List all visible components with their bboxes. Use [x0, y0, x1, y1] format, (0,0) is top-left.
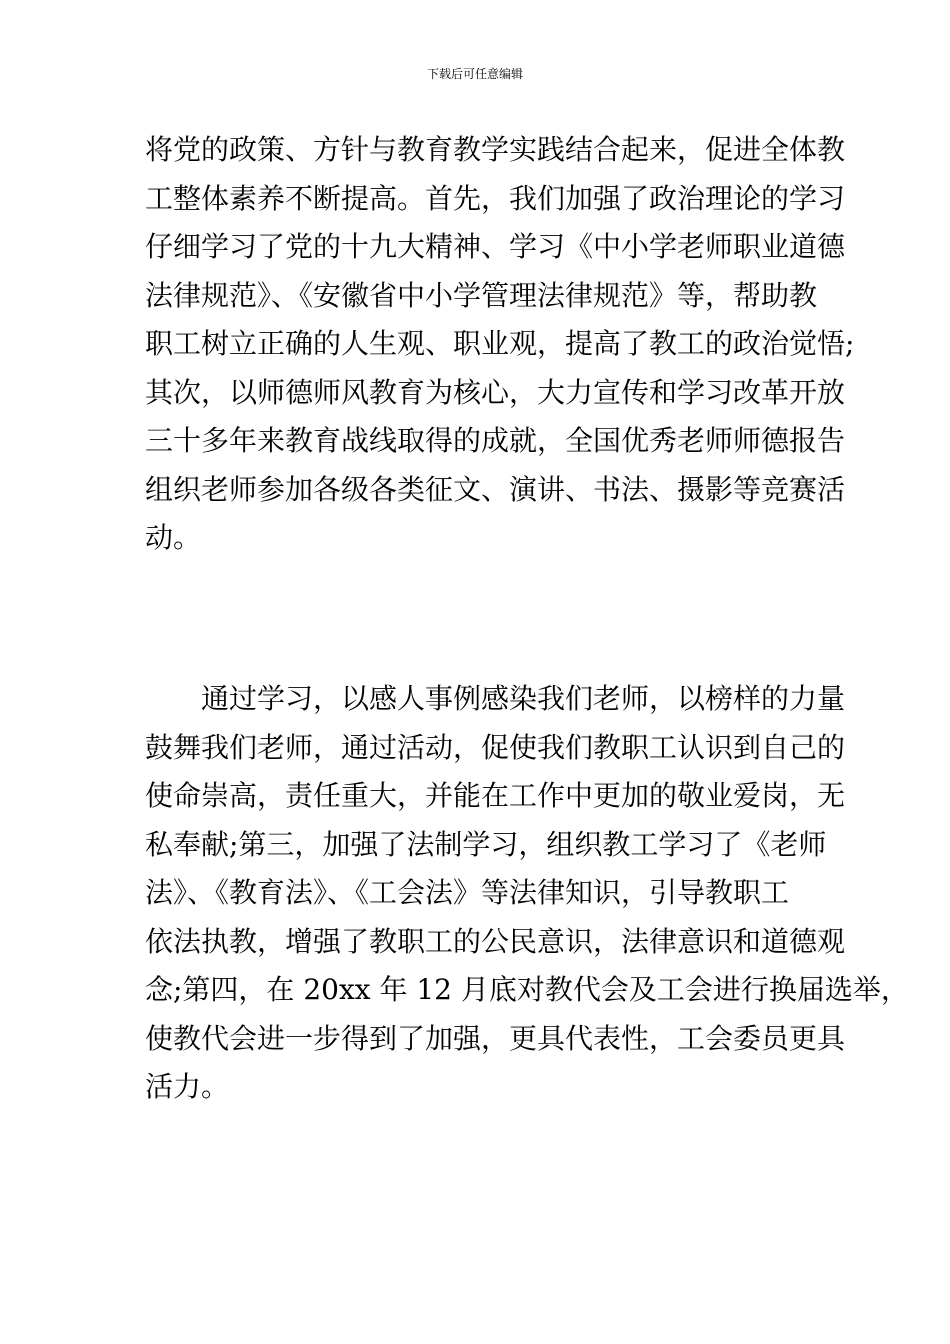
text-line: 活力。 — [145, 1070, 230, 1103]
text-line: 法》、《教育法》、《工会法》等法律知识，引导教职工 — [145, 876, 790, 909]
paragraph-text — [145, 675, 909, 1112]
text-line: 使命崇高，责任重大，并能在工作中更加的敬业爱岗，无 — [145, 779, 846, 812]
text-line: 职工树立正确的人生观、职业观，提高了教工的政治觉悟; — [145, 327, 855, 360]
text-line: 组织老师参加各级各类征文、演讲、书法、摄影等竞赛活 — [145, 472, 846, 506]
text-line: 依法执教，增强了教职工的公民意识，法律意识和道德观 — [145, 924, 846, 958]
text-line: 将党的政策、方针与教育教学实践结合起来，促进全体教 — [145, 133, 846, 166]
text-line: 私奉献;第三，加强了法制学习，组织教工学习了《老师 — [145, 827, 827, 861]
text-line: 工整体素养不断提高。首先，我们加强了政治理论的学习 — [145, 181, 846, 215]
text-line: 动。 — [145, 521, 202, 554]
paragraph-1 — [145, 126, 855, 563]
paragraph-text — [145, 126, 855, 563]
text-line: 仔细学习了党的十九大精神、学习《中小学老师职业道德 — [145, 230, 846, 263]
text-line: 其次，以师德师风教育为核心，大力宣传和学习改革开放 — [145, 375, 846, 409]
text-line: 通过学习，以感人事例感染我们老师，以榜样的力量 — [201, 682, 846, 715]
text-line: 鼓舞我们老师，通过活动，促使我们教职工认识到自己的 — [145, 730, 846, 764]
text-line: 使教代会进一步得到了加强，更具代表性，工会委员更具 — [145, 1021, 846, 1055]
text-line: 法律规范》、《安徽省中小学管理法律规范》等，帮助教 — [145, 278, 818, 312]
page-header: 下载后可任意编辑 — [426, 67, 523, 81]
text-line: 三十多年来教育战线取得的成就，全国优秀老师师德报告 — [145, 424, 846, 457]
paragraph-2 — [145, 675, 909, 1112]
text-line: 念;第四，在 20xx 年 12 月底对教代会及工会进行换届选举， — [145, 973, 909, 1006]
